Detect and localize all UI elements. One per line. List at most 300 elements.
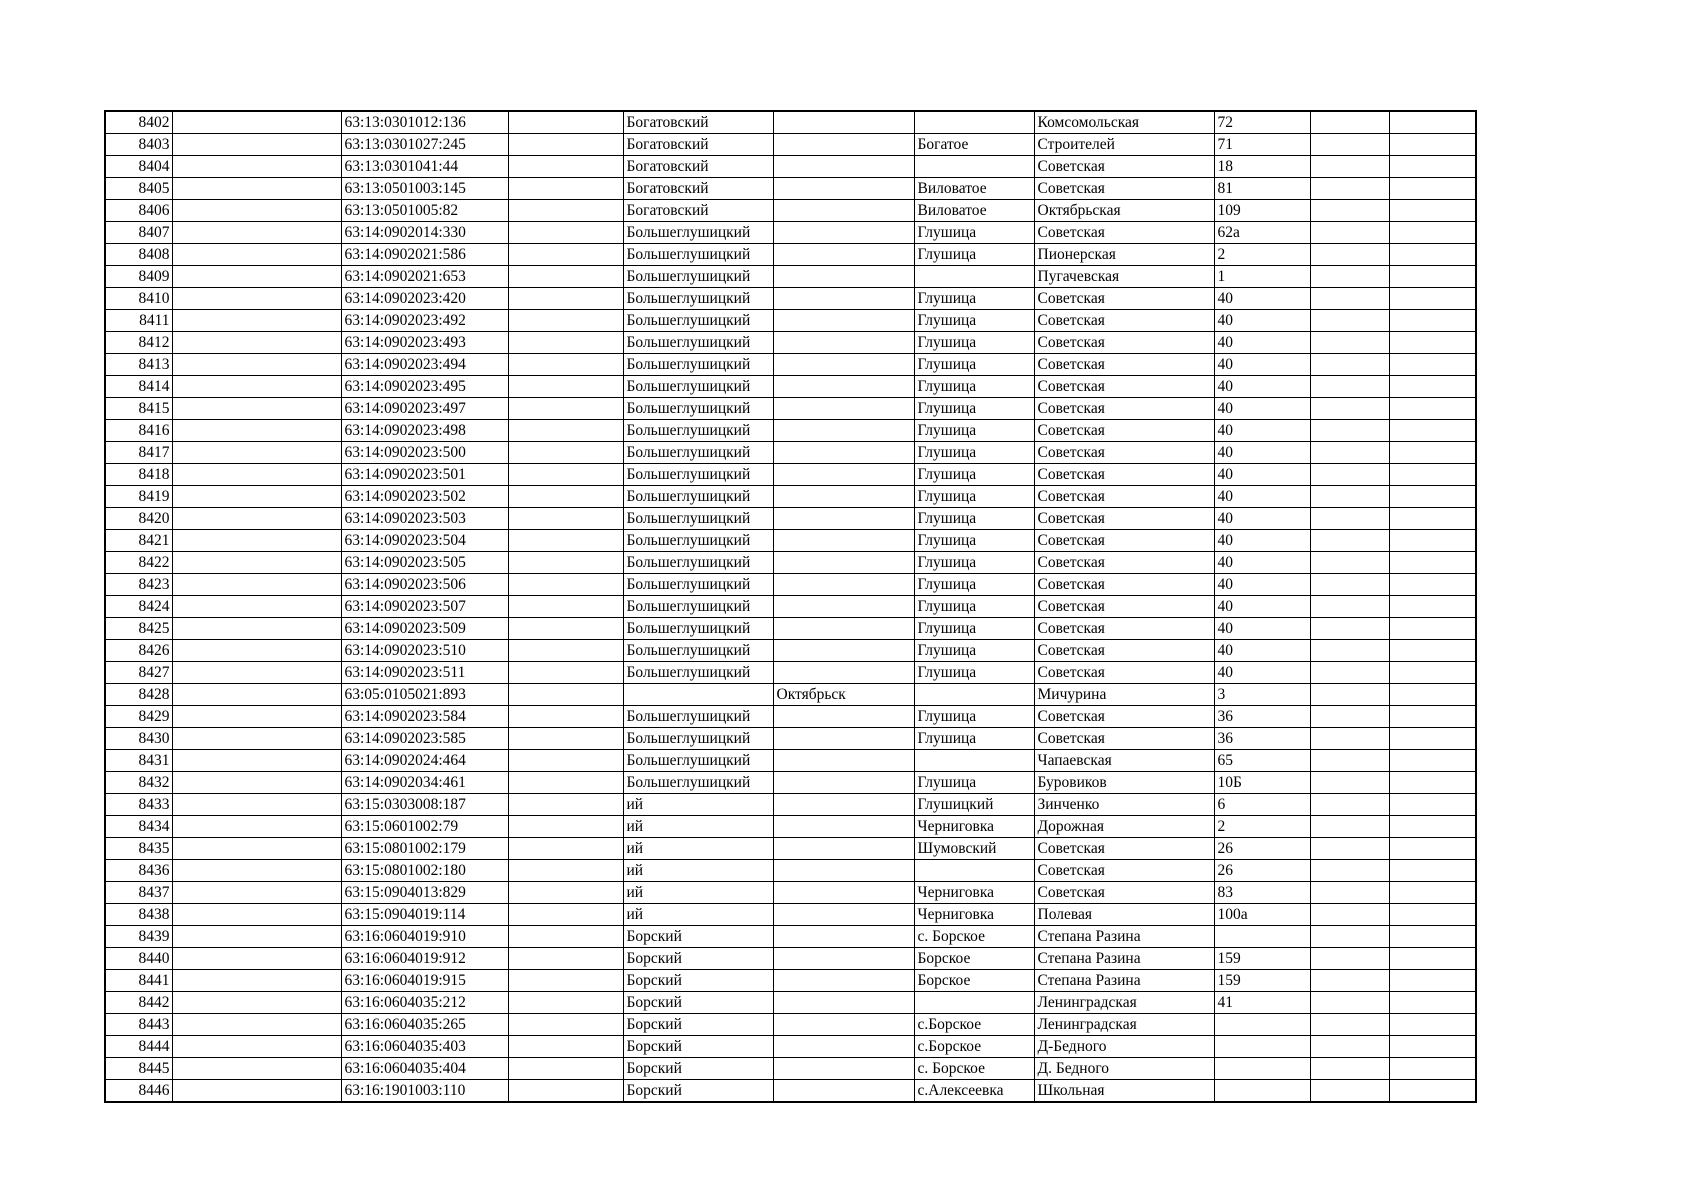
table-cell <box>172 684 341 706</box>
table-cell <box>1214 926 1310 948</box>
table-cell <box>508 530 623 552</box>
table-cell <box>508 222 623 244</box>
table-cell: ий <box>623 860 773 882</box>
table-cell <box>172 288 341 310</box>
table-cell: 63:14:0902023:501 <box>341 464 508 486</box>
table-row <box>105 662 1476 684</box>
table-cell <box>508 200 623 222</box>
table-cell: ий <box>623 816 773 838</box>
table-cell: 8441 <box>105 970 172 992</box>
table-cell <box>773 442 914 464</box>
table-cell: Советская <box>1034 310 1214 332</box>
table-cell <box>508 1036 623 1058</box>
table-row <box>105 794 1476 816</box>
table-cell <box>1389 948 1476 970</box>
table-cell <box>1389 244 1476 266</box>
table-cell: Глушица <box>914 772 1034 794</box>
table-row <box>105 574 1476 596</box>
table-cell <box>172 310 341 332</box>
table-cell <box>1389 288 1476 310</box>
table-row <box>105 530 1476 552</box>
table-cell <box>914 111 1034 134</box>
table-cell: 63:16:0604035:212 <box>341 992 508 1014</box>
table-cell: 63:14:0902024:464 <box>341 750 508 772</box>
table-cell: Советская <box>1034 838 1214 860</box>
table-cell <box>773 860 914 882</box>
table-body <box>105 111 1476 1102</box>
table-cell <box>172 926 341 948</box>
table-cell <box>1389 178 1476 200</box>
table-cell <box>1389 1058 1476 1080</box>
table-cell: Советская <box>1034 552 1214 574</box>
table-cell: 63:16:1901003:110 <box>341 1080 508 1103</box>
table-cell: 63:14:0902023:510 <box>341 640 508 662</box>
table-cell <box>1310 904 1389 926</box>
table-cell <box>1214 1058 1310 1080</box>
table-cell: Советская <box>1034 596 1214 618</box>
table-cell: 8424 <box>105 596 172 618</box>
table-cell <box>1389 1014 1476 1036</box>
table-cell <box>1310 750 1389 772</box>
table-row <box>105 750 1476 772</box>
table-cell: Борский <box>623 948 773 970</box>
table-cell <box>508 948 623 970</box>
table-cell: 63:14:0902023:506 <box>341 574 508 596</box>
table-cell: 100а <box>1214 904 1310 926</box>
table-cell <box>914 992 1034 1014</box>
table-cell <box>773 948 914 970</box>
table-cell: Советская <box>1034 530 1214 552</box>
table-cell: Шумовский <box>914 838 1034 860</box>
table-cell <box>1310 926 1389 948</box>
table-cell: 18 <box>1214 156 1310 178</box>
table-cell: 40 <box>1214 310 1310 332</box>
table-row <box>105 1036 1476 1058</box>
table-cell <box>172 111 341 134</box>
table-cell <box>172 530 341 552</box>
table-cell: Полевая <box>1034 904 1214 926</box>
table-cell: 63:15:0601002:79 <box>341 816 508 838</box>
table-cell <box>773 1036 914 1058</box>
table-cell: 8439 <box>105 926 172 948</box>
table-row <box>105 200 1476 222</box>
table-cell <box>1310 376 1389 398</box>
table-cell <box>1389 926 1476 948</box>
table-cell: Черниговка <box>914 882 1034 904</box>
table-cell <box>1389 794 1476 816</box>
table-cell: Глушица <box>914 596 1034 618</box>
table-row <box>105 111 1476 134</box>
table-cell: 40 <box>1214 552 1310 574</box>
table-cell <box>508 794 623 816</box>
table-cell: 63:14:0902023:585 <box>341 728 508 750</box>
table-cell: 63:16:0604019:910 <box>341 926 508 948</box>
table-cell: 8411 <box>105 310 172 332</box>
table-cell: 63:14:0902023:494 <box>341 354 508 376</box>
table-cell <box>172 948 341 970</box>
table-cell <box>1389 111 1476 134</box>
table-row <box>105 992 1476 1014</box>
table-cell: Большеглушицкий <box>623 288 773 310</box>
table-cell: Большеглушицкий <box>623 376 773 398</box>
table-cell: Глушица <box>914 662 1034 684</box>
table-cell: Советская <box>1034 442 1214 464</box>
table-cell <box>914 156 1034 178</box>
table-cell: Советская <box>1034 222 1214 244</box>
table-cell: Большеглушицкий <box>623 552 773 574</box>
table-cell: 8428 <box>105 684 172 706</box>
table-cell: Большеглушицкий <box>623 486 773 508</box>
table-cell <box>172 772 341 794</box>
table-cell: Глушица <box>914 398 1034 420</box>
table-cell: Советская <box>1034 662 1214 684</box>
table-cell: 8422 <box>105 552 172 574</box>
table-cell: 8446 <box>105 1080 172 1103</box>
table-cell: Глушица <box>914 552 1034 574</box>
table-cell: ий <box>623 794 773 816</box>
table-cell: 10Б <box>1214 772 1310 794</box>
table-cell <box>623 684 773 706</box>
table-cell <box>172 266 341 288</box>
table-cell: 8412 <box>105 332 172 354</box>
table-cell: Глушица <box>914 530 1034 552</box>
table-cell: 40 <box>1214 420 1310 442</box>
table-cell: 63:14:0902023:503 <box>341 508 508 530</box>
table-cell: Борский <box>623 992 773 1014</box>
data-table <box>104 110 1477 1103</box>
table-cell <box>1310 266 1389 288</box>
table-row <box>105 508 1476 530</box>
table-cell <box>1310 882 1389 904</box>
table-cell: Октябрьская <box>1034 200 1214 222</box>
table-cell <box>1310 134 1389 156</box>
table-cell <box>1310 970 1389 992</box>
table-cell <box>1389 772 1476 794</box>
table-cell: 72 <box>1214 111 1310 134</box>
table-cell: 8435 <box>105 838 172 860</box>
table-cell <box>172 640 341 662</box>
table-cell <box>773 618 914 640</box>
table-cell <box>1389 442 1476 464</box>
table-cell: Борский <box>623 970 773 992</box>
table-cell <box>508 354 623 376</box>
table-cell: 8437 <box>105 882 172 904</box>
table-cell: 63:16:0604019:912 <box>341 948 508 970</box>
table-cell <box>1310 420 1389 442</box>
table-cell: Большеглушицкий <box>623 728 773 750</box>
table-cell <box>1389 134 1476 156</box>
table-cell: Виловатое <box>914 178 1034 200</box>
table-cell: 8438 <box>105 904 172 926</box>
table-cell <box>773 882 914 904</box>
table-cell <box>172 222 341 244</box>
table-cell <box>172 596 341 618</box>
table-cell <box>1310 354 1389 376</box>
table-cell: 81 <box>1214 178 1310 200</box>
table-cell <box>172 860 341 882</box>
table-cell <box>508 266 623 288</box>
table-cell: 63:13:0301012:136 <box>341 111 508 134</box>
table-cell <box>914 750 1034 772</box>
table-cell: Большеглушицкий <box>623 310 773 332</box>
table-cell <box>1389 486 1476 508</box>
table-cell <box>773 728 914 750</box>
table-row <box>105 1014 1476 1036</box>
table-cell <box>172 794 341 816</box>
table-cell: 8413 <box>105 354 172 376</box>
table-row <box>105 398 1476 420</box>
table-cell <box>773 134 914 156</box>
table-row <box>105 354 1476 376</box>
table-cell <box>1389 200 1476 222</box>
table-cell <box>773 111 914 134</box>
table-cell: 6 <box>1214 794 1310 816</box>
table-cell: 63:14:0902023:492 <box>341 310 508 332</box>
table-cell: 63:14:0902023:495 <box>341 376 508 398</box>
table-cell <box>773 574 914 596</box>
table-cell <box>1310 200 1389 222</box>
table-cell: 63:16:0604035:265 <box>341 1014 508 1036</box>
table-cell: с.Алексеевка <box>914 1080 1034 1103</box>
table-row <box>105 1058 1476 1080</box>
table-cell: 2 <box>1214 244 1310 266</box>
table-cell <box>773 838 914 860</box>
table-cell: Октябрьск <box>773 684 914 706</box>
table-cell <box>1389 376 1476 398</box>
table-cell: 8431 <box>105 750 172 772</box>
table-cell <box>1214 1080 1310 1103</box>
table-cell: 8406 <box>105 200 172 222</box>
table-cell: 8442 <box>105 992 172 1014</box>
table-cell: Советская <box>1034 486 1214 508</box>
table-cell <box>773 706 914 728</box>
table-row <box>105 442 1476 464</box>
table-cell <box>172 486 341 508</box>
table-cell <box>773 596 914 618</box>
table-cell: 63:14:0902023:493 <box>341 332 508 354</box>
table-cell <box>773 332 914 354</box>
table-cell <box>773 926 914 948</box>
table-cell <box>172 662 341 684</box>
table-cell: 8444 <box>105 1036 172 1058</box>
table-cell <box>1310 596 1389 618</box>
table-cell: 8407 <box>105 222 172 244</box>
table-cell <box>914 860 1034 882</box>
table-cell: 40 <box>1214 376 1310 398</box>
table-cell: 63:13:0501003:145 <box>341 178 508 200</box>
table-cell: Глушица <box>914 618 1034 640</box>
table-cell <box>1389 222 1476 244</box>
table-cell <box>508 772 623 794</box>
table-cell: Глушица <box>914 244 1034 266</box>
table-cell: 63:14:0902023:420 <box>341 288 508 310</box>
table-cell <box>1389 728 1476 750</box>
table-cell <box>172 816 341 838</box>
table-cell <box>1310 948 1389 970</box>
table-cell <box>1389 508 1476 530</box>
table-cell <box>1389 618 1476 640</box>
table-cell: Большеглушицкий <box>623 772 773 794</box>
table-row <box>105 420 1476 442</box>
table-cell: Глушица <box>914 288 1034 310</box>
table-cell: 8416 <box>105 420 172 442</box>
table-cell <box>508 310 623 332</box>
table-cell: Глушица <box>914 332 1034 354</box>
table-cell: Глушица <box>914 486 1034 508</box>
table-cell: Богатовский <box>623 134 773 156</box>
table-cell: Богатовский <box>623 111 773 134</box>
table-cell <box>508 111 623 134</box>
table-cell: Глушица <box>914 706 1034 728</box>
table-cell: Советская <box>1034 882 1214 904</box>
table-cell: 63:15:0904013:829 <box>341 882 508 904</box>
table-cell: Советская <box>1034 288 1214 310</box>
table-row <box>105 860 1476 882</box>
table-cell <box>508 926 623 948</box>
table-cell: Богатое <box>914 134 1034 156</box>
table-cell: Большеглушицкий <box>623 640 773 662</box>
table-cell: Дорожная <box>1034 816 1214 838</box>
table-cell: 8432 <box>105 772 172 794</box>
table-cell: Борское <box>914 948 1034 970</box>
table-cell: Буровиков <box>1034 772 1214 794</box>
table-row <box>105 728 1476 750</box>
table-cell: 63:15:0801002:180 <box>341 860 508 882</box>
table-cell <box>508 486 623 508</box>
table-cell <box>1310 332 1389 354</box>
table-cell <box>773 772 914 794</box>
table-cell: Борский <box>623 1080 773 1103</box>
table-cell: 41 <box>1214 992 1310 1014</box>
table-cell: Глушица <box>914 376 1034 398</box>
table-cell: 8421 <box>105 530 172 552</box>
table-cell <box>773 970 914 992</box>
table-cell: 63:14:0902021:653 <box>341 266 508 288</box>
table-cell: Советская <box>1034 420 1214 442</box>
table-cell <box>773 398 914 420</box>
table-cell <box>773 1014 914 1036</box>
table-cell: Советская <box>1034 706 1214 728</box>
table-cell: 3 <box>1214 684 1310 706</box>
table-cell <box>773 486 914 508</box>
table-cell: Глушица <box>914 442 1034 464</box>
table-cell <box>172 574 341 596</box>
table-cell: 8436 <box>105 860 172 882</box>
table-cell: Советская <box>1034 618 1214 640</box>
table-cell: Советская <box>1034 574 1214 596</box>
table-cell: 8429 <box>105 706 172 728</box>
table-cell: Борский <box>623 926 773 948</box>
table-cell <box>1310 1014 1389 1036</box>
table-cell: 26 <box>1214 860 1310 882</box>
table-cell: Советская <box>1034 464 1214 486</box>
table-cell <box>773 662 914 684</box>
table-cell <box>508 816 623 838</box>
table-cell: Советская <box>1034 640 1214 662</box>
table-cell <box>508 728 623 750</box>
table-cell <box>1310 464 1389 486</box>
table-cell <box>1310 816 1389 838</box>
table-cell: Глушица <box>914 354 1034 376</box>
table-cell: 8405 <box>105 178 172 200</box>
table-cell <box>172 706 341 728</box>
table-cell <box>508 750 623 772</box>
table-row <box>105 310 1476 332</box>
table-cell <box>508 684 623 706</box>
table-cell: 8403 <box>105 134 172 156</box>
table-cell <box>1389 684 1476 706</box>
table-cell: 63:14:0902034:461 <box>341 772 508 794</box>
table-row <box>105 904 1476 926</box>
table-cell <box>1310 530 1389 552</box>
table-cell: Большеглушицкий <box>623 530 773 552</box>
table-cell: 8430 <box>105 728 172 750</box>
table-cell: 62а <box>1214 222 1310 244</box>
table-cell: 40 <box>1214 288 1310 310</box>
table-cell <box>172 750 341 772</box>
table-cell: 8434 <box>105 816 172 838</box>
table-cell <box>172 552 341 574</box>
table-cell <box>773 640 914 662</box>
table-cell: 40 <box>1214 442 1310 464</box>
table-cell <box>1214 1014 1310 1036</box>
table-cell: Черниговка <box>914 816 1034 838</box>
table-cell: Комсомольская <box>1034 111 1214 134</box>
table-row <box>105 486 1476 508</box>
table-cell: Советская <box>1034 332 1214 354</box>
table-cell <box>1389 420 1476 442</box>
table-cell <box>773 200 914 222</box>
table-cell <box>1310 992 1389 1014</box>
table-cell: 8443 <box>105 1014 172 1036</box>
table-cell: 40 <box>1214 530 1310 552</box>
table-cell: 8423 <box>105 574 172 596</box>
table-row <box>105 772 1476 794</box>
table-cell: Большеглушицкий <box>623 508 773 530</box>
table-cell: Большеглушицкий <box>623 596 773 618</box>
table-cell: Глушица <box>914 464 1034 486</box>
table-cell: Большеглушицкий <box>623 398 773 420</box>
table-cell <box>1310 156 1389 178</box>
table-cell <box>508 860 623 882</box>
table-cell <box>773 530 914 552</box>
table-cell <box>914 684 1034 706</box>
table-cell <box>1389 992 1476 1014</box>
table-cell: Советская <box>1034 376 1214 398</box>
table-cell: 8420 <box>105 508 172 530</box>
table-cell: Ленинградская <box>1034 1014 1214 1036</box>
table-cell: Глушица <box>914 574 1034 596</box>
table-cell <box>1389 530 1476 552</box>
table-cell: 63:14:0902021:586 <box>341 244 508 266</box>
table-cell <box>172 354 341 376</box>
table-cell <box>1389 156 1476 178</box>
table-cell <box>914 266 1034 288</box>
table-cell <box>172 244 341 266</box>
table-cell <box>172 838 341 860</box>
table-cell: 83 <box>1214 882 1310 904</box>
table-cell <box>1310 1080 1389 1103</box>
table-cell: 8409 <box>105 266 172 288</box>
table-cell <box>508 596 623 618</box>
table-row <box>105 552 1476 574</box>
table-cell <box>508 464 623 486</box>
table-cell: 40 <box>1214 398 1310 420</box>
table-cell: Чапаевская <box>1034 750 1214 772</box>
table-cell <box>773 354 914 376</box>
table-cell <box>508 904 623 926</box>
table-cell: Борское <box>914 970 1034 992</box>
